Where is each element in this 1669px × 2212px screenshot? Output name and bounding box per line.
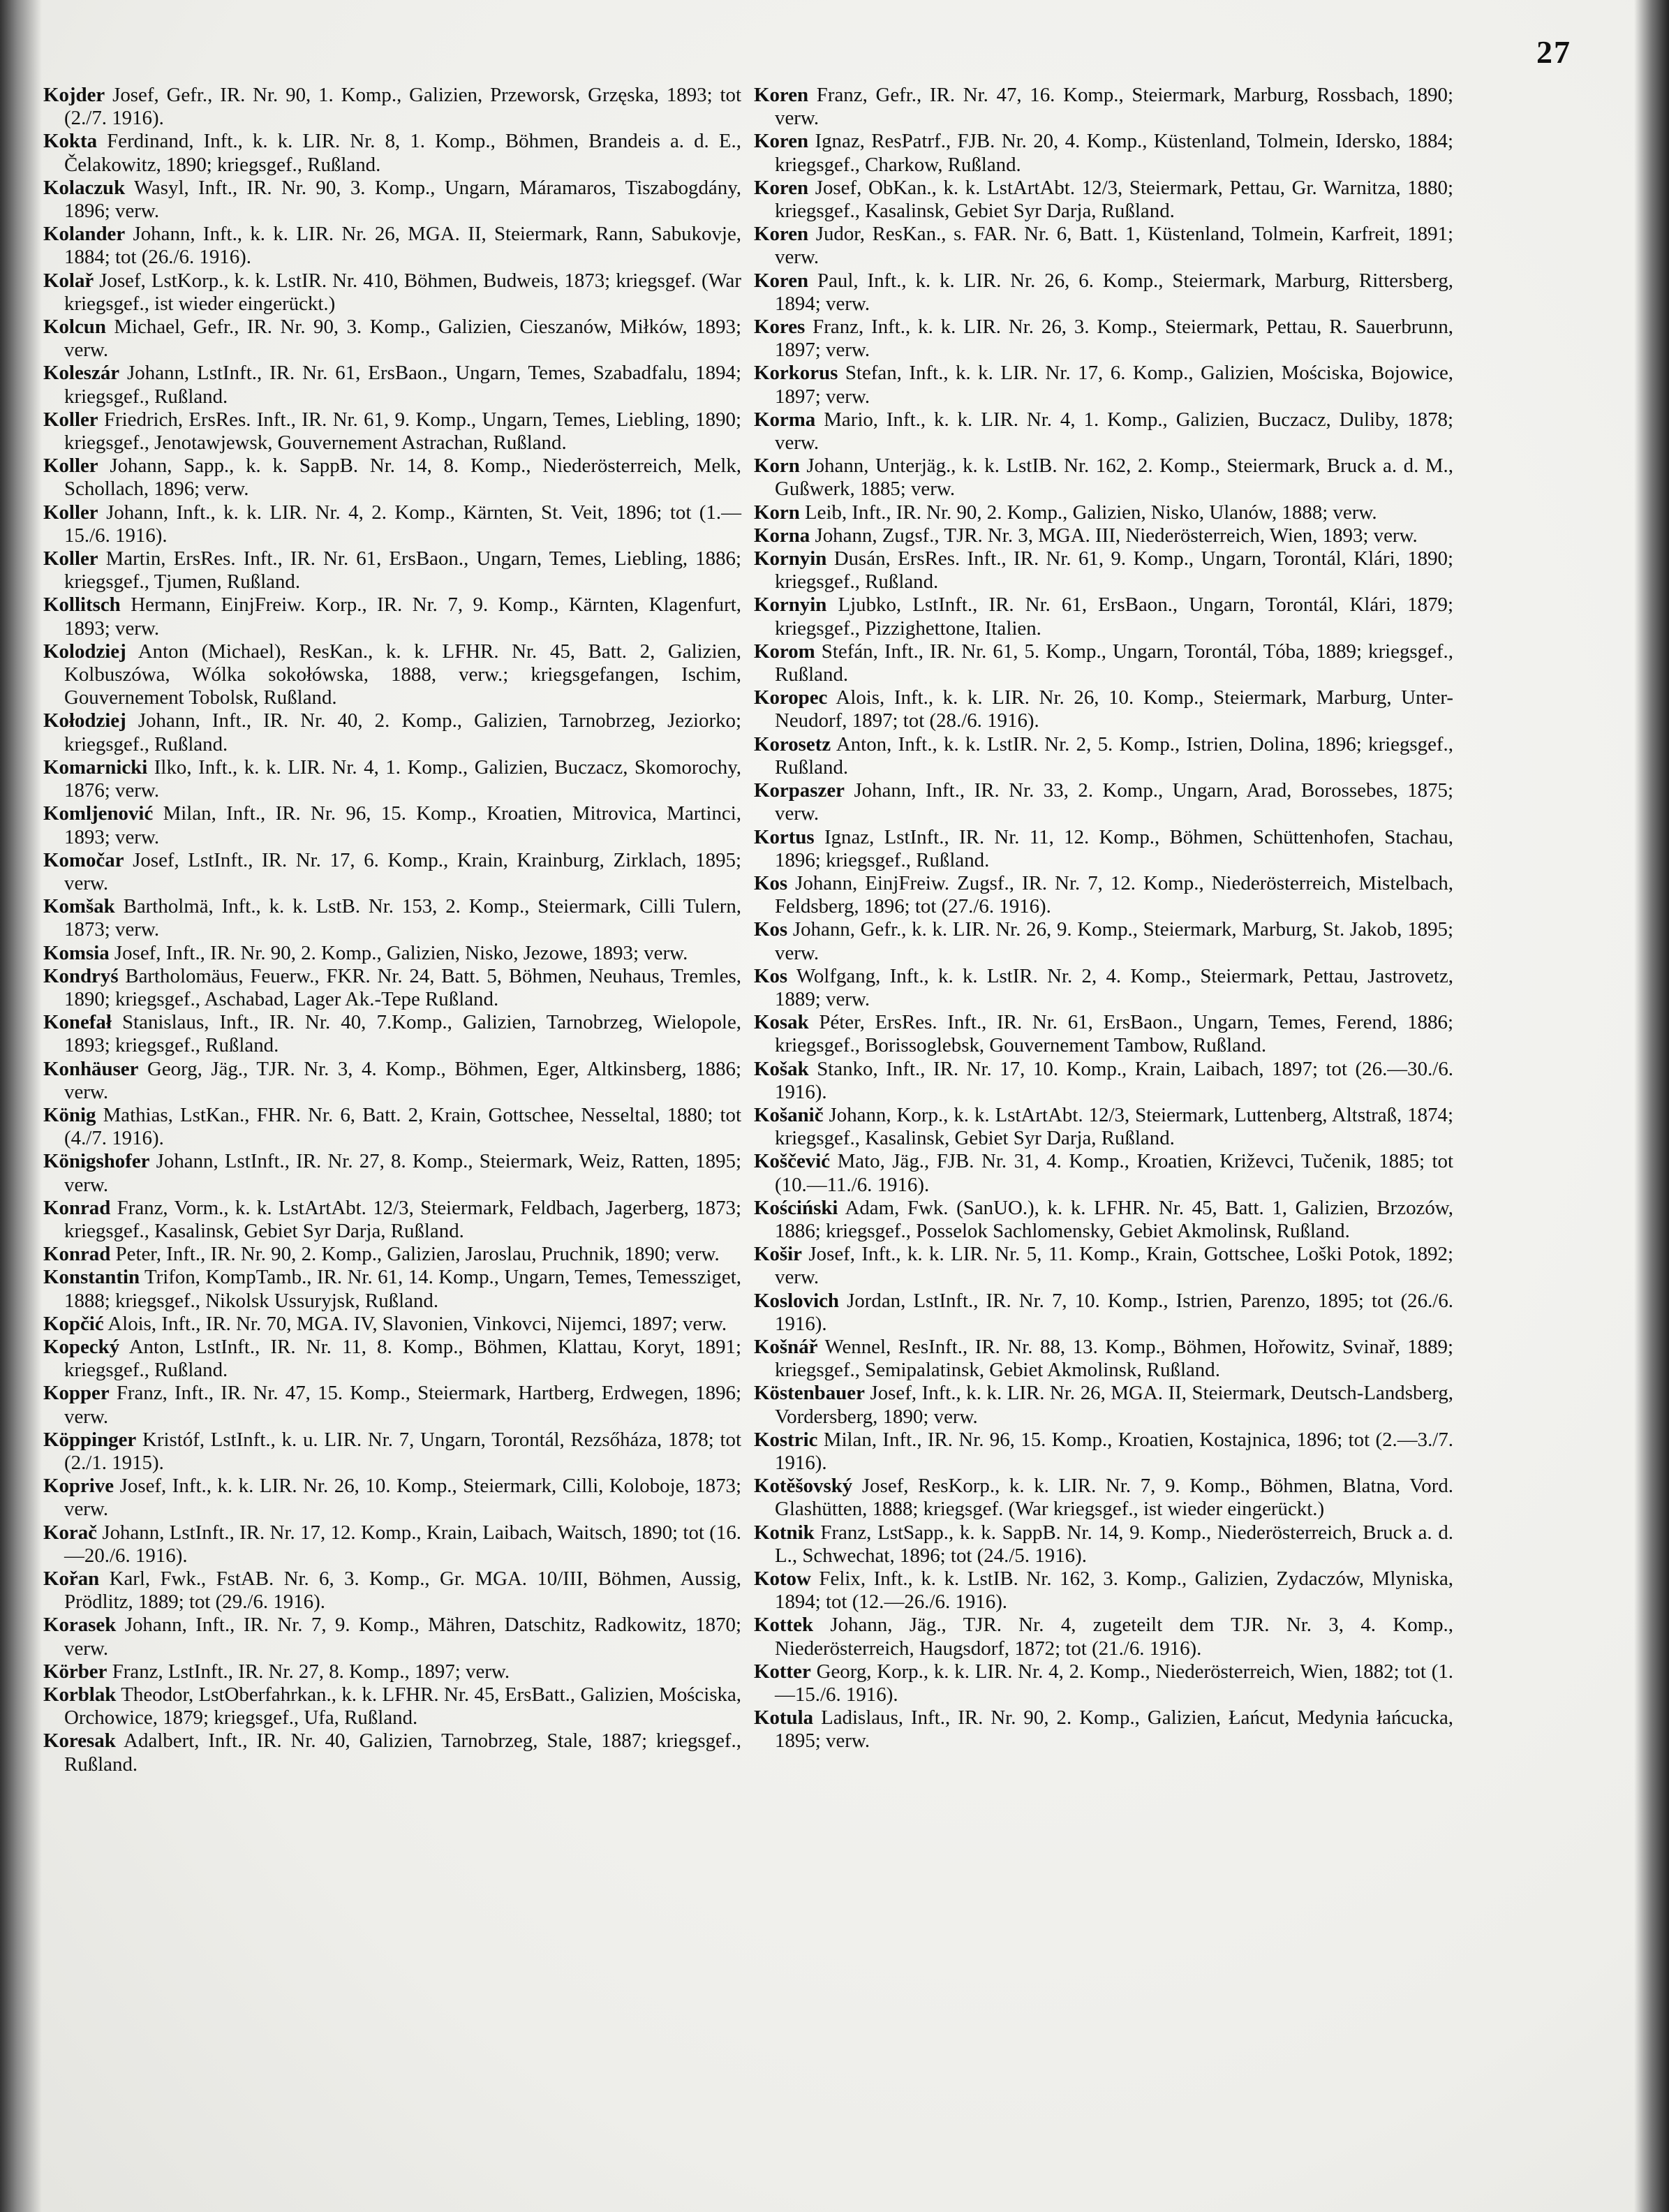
register-entry [754,316,1453,362]
entry-details: Johann, Inft., k. k. LIR. Nr. 4, 2. Komp., Kärnten, St. Veit, 1896; tot (1.—15./6. 1916). [64,501,741,547]
entry-details: Bartholmä, Inft., k. k. LstB. Nr. 153, 2. Komp., Steiermark, Cilli Tulern, 1873; verw. [64,895,741,941]
entry-details: Josef, ObKan., k. k. LstArtAbt. 12/3, Steiermark, Pettau, Gr. Warnitza, 1880; kriegsgef., Kasalinsk, Gebiet Syr Darja, Rußland. [775,176,1453,223]
register-entry [43,1266,741,1312]
register-entry [43,1614,741,1660]
register-entry [43,709,741,755]
entry-details: Johann, Unterjäg., k. k. LstIB. Nr. 162, 2. Komp., Steiermark, Bruck a. d. M., Gußwerk, 1885; verw. [775,455,1453,501]
entry-surname: Kotter [754,1660,811,1683]
entry-surname: Kolař [43,269,94,292]
register-entry [43,593,741,640]
entry-details: Ladislaus, Inft., IR. Nr. 90, 2. Komp., Galizien, Łańcut, Medynia łańcucka, 1895; verw. [775,1706,1453,1753]
entry-details: Franz, Inft., IR. Nr. 47, 15. Komp., Steiermark, Hartberg, Erdwegen, 1896; verw. [64,1382,741,1428]
entry-details: Johann, LstInft., IR. Nr. 61, ErsBaon., Ungarn, Temes, Szabadfalu, 1894; kriegsgef., Rußland. [64,362,741,408]
entry-surname: Koller [43,408,98,431]
entry-details: Johann, Inft., k. k. LIR. Nr. 26, MGA. II, Steiermark, Rann, Sabukovje, 1884; tot (26./6. 1916). [64,223,741,269]
entry-surname: Kolaczuk [43,176,126,199]
register-entry [43,1011,741,1057]
entry-surname: Kopper [43,1382,110,1405]
register-entry [754,177,1453,223]
register-entry [754,1243,1453,1289]
entry-details: Anton (Michael), ResKan., k. k. LFHR. Nr. 45, Batt. 2, Galizien, Kolbuszówa, Wólka sokołówska, 1888, verw.; kriegsgefangen, Ischim, Gouvernement Tobolsk, Rußland. [64,640,741,709]
entry-surname: Korpaszer [754,779,845,802]
register-entry [43,1475,741,1521]
entry-surname: Korosetz [754,732,831,755]
entry-surname: Koren [754,269,809,292]
register-entry [754,593,1453,640]
entry-details: Anton, Inft., k. k. LstIR. Nr. 2, 5. Komp., Istrien, Dolina, 1896; kriegsgef., Rußland. [775,732,1453,779]
entry-details: Ferdinand, Inft., k. k. LIR. Nr. 8, 1. Komp., Böhmen, Brandeis a. d. E., Čelakowitz, 1890; kriegsgef., Rußland. [64,130,741,176]
register-entry [754,779,1453,825]
entry-surname: Koller [43,501,98,524]
entry-surname: Konrad [43,1196,111,1219]
register-entry [43,1683,741,1730]
register-entry [754,965,1453,1011]
entry-surname: Kostric [754,1428,818,1451]
entry-details: Josef, Gefr., IR. Nr. 90, 1. Komp., Galizien, Przeworsk, Grzęska, 1893; tot (2./7. 1916). [64,84,741,130]
entry-details: Ilko, Inft., k. k. LIR. Nr. 4, 1. Komp., Galizien, Buczacz, Skomorochy, 1876; verw. [64,755,741,802]
register-entry [43,1197,741,1243]
entry-details: Milan, Inft., IR. Nr. 96, 15. Komp., Kroatien, Kostajnica, 1896; tot (2.—3./7. 1916). [775,1428,1453,1474]
entry-details: Mathias, LstKan., FHR. Nr. 6, Batt. 2, Krain, Gottschee, Nesseltal, 1880; tot (4./7. 1916). [64,1103,741,1150]
entry-surname: Koren [754,223,809,246]
entry-details: Franz, Gefr., IR. Nr. 47, 16. Komp., Steiermark, Marburg, Rossbach, 1890; verw. [775,84,1453,130]
entry-details: Franz, LstSapp., k. k. SappB. Nr. 14, 9. Komp., Niederösterreich, Bruck a. d. L., Schwechat, 1896; tot (24./5. 1916). [775,1521,1453,1567]
entry-details: Franz, Inft., k. k. LIR. Nr. 26, 3. Komp., Steiermark, Pettau, R. Sauerbrunn, 1897; verw. [775,316,1453,362]
page-left-edge-shadow [0,0,42,2212]
entry-surname: Kornyin [754,593,827,617]
entry-surname: Kořan [43,1568,100,1590]
register-entry [754,1660,1453,1706]
register-entry [754,524,1453,547]
register-entry [43,316,741,362]
register-entry [43,1313,741,1336]
register-entry [754,1104,1453,1150]
entry-details: Alois, Inft., IR. Nr. 70, MGA. IV, Slavonien, Vinkovci, Nijemci, 1897; verw. [103,1312,727,1335]
entry-details: Ignaz, LstInft., IR. Nr. 11, 12. Komp., Böhmen, Schüttenhofen, Stachau, 1896; kriegsgef., Rußland. [775,825,1453,871]
register-entry [754,1382,1453,1428]
entry-surname: Kotěšovský [754,1475,853,1498]
entry-surname: Košir [754,1243,803,1266]
entry-details: Franz, Vorm., k. k. LstArtAbt. 12/3, Steiermark, Feldbach, Jagerberg, 1873; kriegsgef., Kasalinsk, Gebiet Syr Darja, Rußland. [64,1196,741,1242]
entry-details: Josef, LstInft., IR. Nr. 17, 6. Komp., Krain, Krainburg, Zirklach, 1895; verw. [64,848,741,894]
entry-surname: Kotow [754,1568,811,1590]
entry-surname: Kolcun [43,316,106,339]
entry-details: Josef, Inft., k. k. LIR. Nr. 26, MGA. II, Steiermark, Deutsch-Landsberg, Vordersberg, 1890; verw. [775,1382,1453,1428]
entry-details: Johann, Inft., IR. Nr. 7, 9. Komp., Mähren, Datschitz, Radkowitz, 1870; verw. [64,1614,741,1660]
register-entry [754,270,1453,316]
entry-details: Paul, Inft., k. k. LIR. Nr. 26, 6. Komp., Steiermark, Marburg, Rittersberg, 1894; verw. [775,269,1453,315]
entry-surname: Korblak [43,1683,117,1706]
register-entry [754,826,1453,872]
entry-details: Georg, Jäg., TJR. Nr. 3, 4. Komp., Böhmen, Eger, Altkinsberg, 1886; verw. [64,1057,741,1103]
entry-details: Kristóf, LstInft., k. u. LIR. Nr. 7, Ungarn, Torontál, Rezsőháza, 1878; tot (2./1. 1915). [64,1428,741,1474]
entry-details: Jordan, LstInft., IR. Nr. 7, 10. Komp., Istrien, Parenzo, 1895; tot (26./6. 1916). [775,1289,1453,1335]
register-entry [43,802,741,848]
register-entry [43,849,741,895]
entry-details: Johann, LstInft., IR. Nr. 17, 12. Komp., Krain, Laibach, Waitsch, 1890; tot (16.—20./6. 1916). [64,1521,741,1567]
entry-details: Josef, LstKorp., k. k. LstIR. Nr. 410, Böhmen, Budweis, 1873; kriegsgef. (War kriegsgef., ist wieder eingerückt.) [64,269,741,315]
entry-surname: Korom [754,640,815,663]
register-entry [754,640,1453,686]
entry-surname: Koščević [754,1150,831,1173]
entry-details: Friedrich, ErsRes. Inft., IR. Nr. 61, 9. Komp., Ungarn, Temes, Liebling, 1890; kriegsgef., Jenotawjewsk, Gouvernement Astrachan, Rußland. [64,408,741,455]
entry-surname: Konefał [43,1011,112,1034]
entry-surname: Kos [754,918,788,941]
entry-details: Ljubko, LstInft., IR. Nr. 61, ErsBaon., Ungarn, Torontál, Klári, 1879; kriegsgef., Pizzighettone, Italien. [775,593,1453,640]
register-entry [43,1730,741,1776]
entry-details: Johann, Gefr., k. k. LIR. Nr. 26, 9. Komp., Steiermark, Marburg, St. Jakob, 1895; verw. [775,918,1453,964]
register-entry [43,547,741,593]
register-entry [43,455,741,501]
register-entry [754,733,1453,779]
entry-surname: Komsia [43,941,110,964]
entry-surname: Kopecký [43,1335,120,1358]
entry-details: Johann, Inft., IR. Nr. 33, 2. Komp., Ungarn, Arad, Borossebes, 1875; verw. [775,779,1453,825]
entry-surname: Koleszár [43,362,120,385]
entry-surname: Koslovich [754,1289,839,1312]
entry-surname: Kotnik [754,1521,815,1544]
entry-surname: Koller [43,547,98,570]
register-entry [43,965,741,1011]
entry-surname: Konrad [43,1243,111,1266]
entry-surname: Konhäuser [43,1057,139,1080]
entry-surname: König [43,1103,96,1126]
entry-details: Peter, Inft., IR. Nr. 90, 2. Komp., Galizien, Jaroslau, Pruchnik, 1890; verw. [110,1243,720,1266]
entry-details: Johann, Korp., k. k. LstArtAbt. 12/3, Steiermark, Luttenberg, Altstraß, 1874; kriegsgef., Kasalinsk, Gebiet Syr Darja, Rußland. [775,1103,1453,1150]
entry-surname: Koprive [43,1475,114,1498]
entry-details: Mato, Jäg., FJB. Nr. 31, 4. Komp., Kroatien, Križevci, Tučenik, 1885; tot (10.—11./6. 1916). [775,1150,1453,1196]
entry-details: Stefan, Inft., k. k. LIR. Nr. 17, 6. Komp., Galizien, Mościska, Bojowice, 1897; verw. [775,362,1453,408]
register-entry [754,918,1453,964]
entry-surname: Kosak [754,1011,809,1034]
register-entry [754,1150,1453,1196]
entry-surname: Korkorus [754,362,838,385]
register-entry [43,1660,741,1683]
register-entry [43,1521,741,1568]
entry-surname: Korač [43,1521,98,1544]
entry-details: Felix, Inft., k. k. LstIB. Nr. 162, 3. Komp., Galizien, Zydaczów, Mlyniska, 1894; tot (12.—26./6. 1916). [775,1568,1453,1614]
entry-surname: Komljenović [43,802,154,825]
entry-details: Franz, LstInft., IR. Nr. 27, 8. Komp., 1897; verw. [107,1660,510,1683]
register-entry [754,1336,1453,1382]
register-entry [754,84,1453,130]
entry-details: Theodor, LstOberfahrkan., k. k. LFHR. Nr. 45, ErsBatt., Galizien, Mościska, Orchowice, 1879; kriegsgef., Ufa, Rußland. [64,1683,741,1730]
entry-details: Adalbert, Inft., IR. Nr. 40, Galizien, Tarnobrzeg, Stale, 1887; kriegsgef., Rußland. [64,1730,741,1776]
register-entry [754,1475,1453,1521]
register-entry [43,756,741,802]
entry-details: Adam, Fwk. (SanUO.), k. k. LFHR. Nr. 45, Batt. 1, Galizien, Brzozów, 1886; kriegsgef., Posselok Sachlomensky, Gebiet Akmolinsk, Rußland. [775,1196,1453,1242]
register-entry [43,1150,741,1196]
register-entry [43,1243,741,1266]
register-entry [43,895,741,941]
entry-surname: Kotula [754,1706,814,1730]
entry-surname: Kortus [754,825,815,848]
page-right-edge-shadow [1634,0,1669,2212]
entry-details: Ignaz, ResPatrf., FJB. Nr. 20, 4. Komp., Küstenland, Tolmein, Idersko, 1884; kriegsgef., Charkow, Rußland. [775,130,1453,176]
entry-surname: Köppinger [43,1428,137,1451]
entry-details: Wennel, ResInft., IR. Nr. 88, 13. Komp., Böhmen, Hořowitz, Svinař, 1889; kriegsgef., Semipalatinsk, Gebiet Akmolinsk, Rußland. [775,1335,1453,1382]
entry-surname: Köstenbauer [754,1382,865,1405]
entry-surname: Komarnicki [43,755,148,779]
entry-surname: Kollitsch [43,593,121,617]
entry-details: Josef, Inft., IR. Nr. 90, 2. Komp., Galizien, Nisko, Jezowe, 1893; verw. [109,941,688,964]
entry-details: Hermann, EinjFreiw. Korp., IR. Nr. 7, 9. Komp., Kärnten, Klagenfurt, 1893; verw. [64,593,741,640]
register-entry [43,1058,741,1104]
entry-surname: Koren [754,176,809,199]
entry-details: Stanislaus, Inft., IR. Nr. 40, 7.Komp., Galizien, Tarnobrzeg, Wielopole, 1893; kriegsgef., Rußland. [64,1011,741,1057]
register-entry [754,1290,1453,1336]
entry-surname: Korma [754,408,816,431]
entry-surname: Koren [754,84,809,106]
register-entry [43,270,741,316]
entry-surname: Kołodziej [43,709,126,732]
entry-surname: Königshofer [43,1150,150,1173]
entry-surname: Košanič [754,1103,824,1126]
register-entry [754,686,1453,732]
register-entry [754,223,1453,269]
register-entry [754,1429,1453,1475]
entry-surname: Kokta [43,130,98,153]
register-entry [754,1706,1453,1753]
entry-details: Johann, Jäg., TJR. Nr. 4, zugeteilt dem TJR. Nr. 3, 4. Komp., Niederösterreich, Haugsdorf, 1872; tot (21./6. 1916). [775,1614,1453,1660]
register-entry [754,501,1453,524]
entry-surname: Koropec [754,686,828,709]
register-entry [754,1568,1453,1614]
entry-surname: Korn [754,501,800,524]
register-entry [754,130,1453,176]
entry-details: Josef, Inft., k. k. LIR. Nr. 26, 10. Komp., Steiermark, Cilli, Koloboje, 1873; verw. [64,1475,741,1521]
entry-details: Wasyl, Inft., IR. Nr. 90, 3. Komp., Ungarn, Máramaros, Tiszabogdány, 1896; verw. [64,176,741,223]
entry-surname: Kopčić [43,1312,104,1335]
entry-details: Johann, Zugsf., TJR. Nr. 3, MGA. III, Niederösterreich, Wien, 1893; verw. [810,524,1418,547]
entry-surname: Kondryś [43,964,119,987]
register-entry [43,408,741,455]
entry-details: Leib, Inft., IR. Nr. 90, 2. Komp., Galizien, Nisko, Ulanów, 1888; verw. [799,501,1377,524]
register-entry [43,501,741,547]
entry-details: Dusán, ErsRes. Inft., IR. Nr. 61, 9. Komp., Ungarn, Torontál, Klári, 1890; kriegsgef., Rußland. [775,547,1453,593]
entry-details: Alois, Inft., k. k. LIR. Nr. 26, 10. Komp., Steiermark, Marburg, Unter-Neudorf, 1897; tot (28./6. 1916). [775,686,1453,732]
entry-surname: Kolodziej [43,640,126,663]
register-entry [43,130,741,176]
entry-surname: Kornyin [754,547,827,570]
entry-details: Mario, Inft., k. k. LIR. Nr. 4, 1. Komp., Galizien, Buczacz, Duliby, 1878; verw. [775,408,1453,455]
entry-details: Johann, EinjFreiw. Zugsf., IR. Nr. 7, 12. Komp., Niederösterreich, Mistelbach, Feldsberg, 1896; tot (27./6. 1916). [775,871,1453,918]
register-entry [43,1382,741,1428]
entry-surname: Košnář [754,1335,818,1358]
entry-surname: Kos [754,871,788,894]
entry-details: Anton, LstInft., IR. Nr. 11, 8. Komp., Böhmen, Klattau, Koryt, 1891; kriegsgef., Rußland. [64,1335,741,1382]
register-entry [43,362,741,408]
entry-surname: Koren [754,130,809,153]
entry-details: Trifon, KompTamb., IR. Nr. 61, 14. Komp., Ungarn, Temes, Temessziget, 1888; kriegsgef., Nikolsk Ussuryjsk, Rußland. [64,1266,741,1312]
register-entry [754,1197,1453,1243]
entry-details: Stefán, Inft., IR. Nr. 61, 5. Komp., Ungarn, Torontál, Tóba, 1889; kriegsgef., Rußland. [775,640,1453,686]
entry-details: Josef, Inft., k. k. LIR. Nr. 5, 11. Komp., Krain, Gottschee, Loški Potok, 1892; verw. [775,1243,1453,1289]
entry-surname: Koller [43,455,98,478]
register-entry [754,872,1453,918]
entry-surname: Komočar [43,848,124,871]
entry-details: Bartholomäus, Feuerw., FKR. Nr. 24, Batt. 5, Böhmen, Neuhaus, Tremles, 1890; kriegsgef., Aschabad, Lager Ak.-Tepe Rußland. [64,964,741,1010]
register-entry [43,640,741,710]
entry-surname: Korna [754,524,810,547]
entry-details: Johann, Sapp., k. k. SappB. Nr. 14, 8. Komp., Niederösterreich, Melk, Schollach, 1896; verw. [64,455,741,501]
entry-surname: Košak [754,1057,809,1080]
entry-details: Martin, ErsRes. Inft., IR. Nr. 61, ErsBaon., Ungarn, Temes, Liebling, 1886; kriegsgef., Tjumen, Rußland. [64,547,741,593]
register-entry [43,177,741,223]
register-entry [43,84,741,130]
register-entry [43,942,741,965]
entry-surname: Kojder [43,84,105,106]
entry-details: Stanko, Inft., IR. Nr. 17, 10. Komp., Krain, Laibach, 1897; tot (26.—30./6. 1916). [775,1057,1453,1103]
page-number: 27 [1536,34,1571,70]
entry-details: Michael, Gefr., IR. Nr. 90, 3. Komp., Galizien, Cieszanów, Miłków, 1893; verw. [64,316,741,362]
entry-surname: Körber [43,1660,107,1683]
entry-details: Josef, ResKorp., k. k. LIR. Nr. 7, 9. Komp., Böhmen, Blatna, Vord. Glashütten, 1888; kriegsgef. (War kriegsgef., ist wieder eingerückt.) [775,1475,1453,1521]
entry-details: Judor, ResKan., s. FAR. Nr. 6, Batt. 1, Küstenland, Tolmein, Karfreit, 1891; verw. [775,223,1453,269]
entry-surname: Kores [754,316,806,339]
entry-surname: Korasek [43,1614,117,1637]
register-entry [43,1104,741,1150]
entry-details: Johann, Inft., IR. Nr. 40, 2. Komp., Galizien, Tarnobrzeg, Jeziorko; kriegsgef., Rußland. [64,709,741,755]
register-entry [754,1011,1453,1057]
register-entry [754,1058,1453,1104]
register-entry [43,1568,741,1614]
left-column [43,84,741,1776]
entry-details: Georg, Korp., k. k. LIR. Nr. 4, 2. Komp., Niederösterreich, Wien, 1882; tot (1.—15./6. 1916). [775,1660,1453,1706]
entry-surname: Konstantin [43,1266,140,1289]
entry-surname: Kos [754,964,788,987]
register-entry [43,1429,741,1475]
register-entry [754,1614,1453,1660]
right-column [754,84,1453,1753]
entry-surname: Korn [754,455,800,478]
entry-surname: Kottek [754,1614,814,1637]
register-entry [754,408,1453,455]
entry-surname: Komšak [43,895,115,918]
entry-surname: Kościński [754,1196,838,1219]
register-entry [43,223,741,269]
entry-details: Johann, LstInft., IR. Nr. 27, 8. Komp., Steiermark, Weiz, Ratten, 1895; verw. [64,1150,741,1196]
entry-details: Wolfgang, Inft., k. k. LstIR. Nr. 2, 4. Komp., Steiermark, Pettau, Jastrovetz, 1889; verw. [775,964,1453,1010]
entry-surname: Koresak [43,1730,116,1753]
entry-details: Péter, ErsRes. Inft., IR. Nr. 61, ErsBaon., Ungarn, Temes, Ferend, 1886; kriegsgef., Borissoglebsk, Gouvernement Tambow, Rußland. [775,1011,1453,1057]
register-entry [43,1336,741,1382]
entry-surname: Kolander [43,223,126,246]
register-entry [754,455,1453,501]
register-entry [754,547,1453,593]
register-entry [754,362,1453,408]
entry-details: Milan, Inft., IR. Nr. 96, 15. Komp., Kroatien, Mitrovica, Martinci, 1893; verw. [64,802,741,848]
register-entry [754,1521,1453,1568]
entry-details: Karl, Fwk., FstAB. Nr. 6, 3. Komp., Gr. MGA. 10/III, Böhmen, Aussig, Prödlitz, 1889; tot (29./6. 1916). [64,1568,741,1614]
